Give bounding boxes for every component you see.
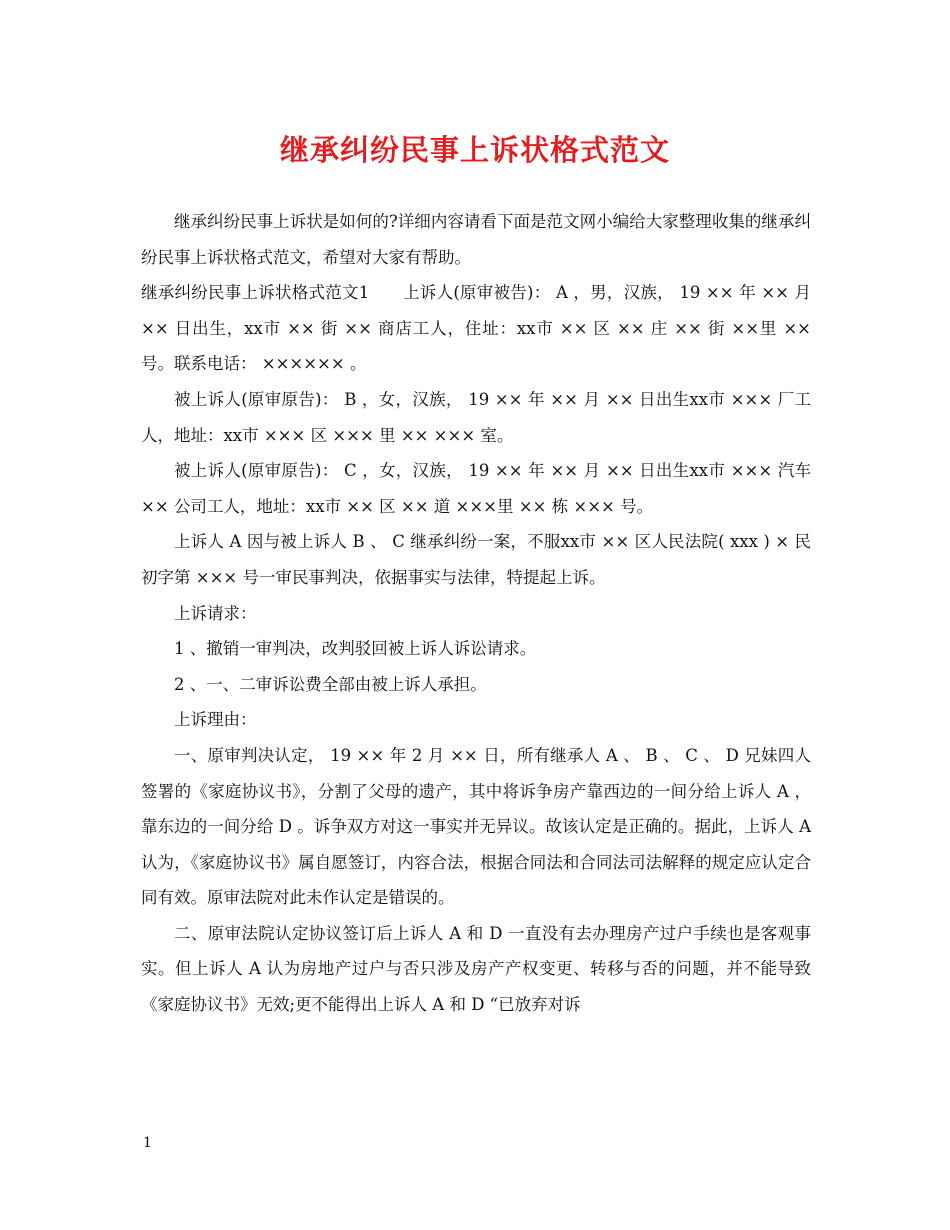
paragraph-request-2: 2 、一、二审诉讼费全部由被上诉人承担。 (174, 674, 487, 694)
document-title: 继承纠纷民事上诉状格式范文 (279, 133, 670, 167)
paragraph-appeal-requests-heading: 上诉请求： (174, 603, 257, 623)
paragraph-reason-2: 二、原审法院认定协议签订后上诉人 A 和 D 一直没有去办理房产过户手续也是客观事实。但上诉人 A 认为房地产过户与否只涉及房产产权变更、转移与否的问题，并不能导致《家庭协议书》无效;更不能得出上诉人 A 和 D “已放弃对诉 (141, 923, 811, 1015)
paragraph-case-statement: 上诉人 A 因与被上诉人 B 、 C 继承纠纷一案，不服xx市 ×× 区人民法院( xxx ) × 民初字第 ××× 号一审民事判决，依据事实与法律，特提起上诉。 (141, 532, 811, 587)
paragraph-reason-1: 一、原审判决认定， 19 ×× 年 2 月 ×× 日，所有继承人 A 、 B 、 C 、 D 兄妹四人签署的《家庭协议书》，分割了父母的遗产，其中将诉争房产靠西边的一间分给上诉人 A ，靠东边的一间分给 D 。诉争双方对这一事实并无异议。故该认定是正确的。据此，上诉人 A 认为，《家庭协议书》属自愿签订，内容合法，根据合同法和合同法司法解释的规定应认定合同有效。原审法院对此未作认定是错误的。 (141, 745, 811, 908)
paragraph-intro: 继承纠纷民事上诉状是如何的?详细内容请看下面是范文网小编给大家整理收集的继承纠纷民事上诉状格式范文，希望对大家有帮助。 (141, 212, 811, 267)
paragraph-appellant: 继承纠纷民事上诉状格式范文1 上诉人(原审被告)： A ，男，汉族， 19 ×× 年 ×× 月 ×× 日出生，xx市 ×× 街 ×× 商店工人，住址：xx市 ×× 区 ×× 庄 ×× 街 ××里 ×× 号。联系电话： ×××××× 。 (141, 283, 811, 374)
paragraph-appellee-b: 被上诉人(原审原告)： B ，女，汉族， 19 ×× 年 ×× 月 ×× 日出生xx市 ××× 厂工人，地址：xx市 ××× 区 ××× 里 ×× ××× 室。 (141, 389, 811, 445)
document-body (141, 204, 811, 1023)
paragraph-request-1: 1 、撤销一审判决，改判驳回被上诉人诉讼请求。 (174, 639, 537, 659)
paragraph-appellee-c: 被上诉人(原审原告)： C ，女，汉族， 19 ×× 年 ×× 月 ×× 日出生xx市 ××× 汽车 ×× 公司工人，地址：xx市 ×× 区 ×× 道 ×××里 ×× 栋 ××× 号。 (141, 461, 811, 516)
page-number: 1 (143, 1135, 152, 1151)
paragraph-appeal-reasons-heading: 上诉理由： (174, 710, 257, 730)
